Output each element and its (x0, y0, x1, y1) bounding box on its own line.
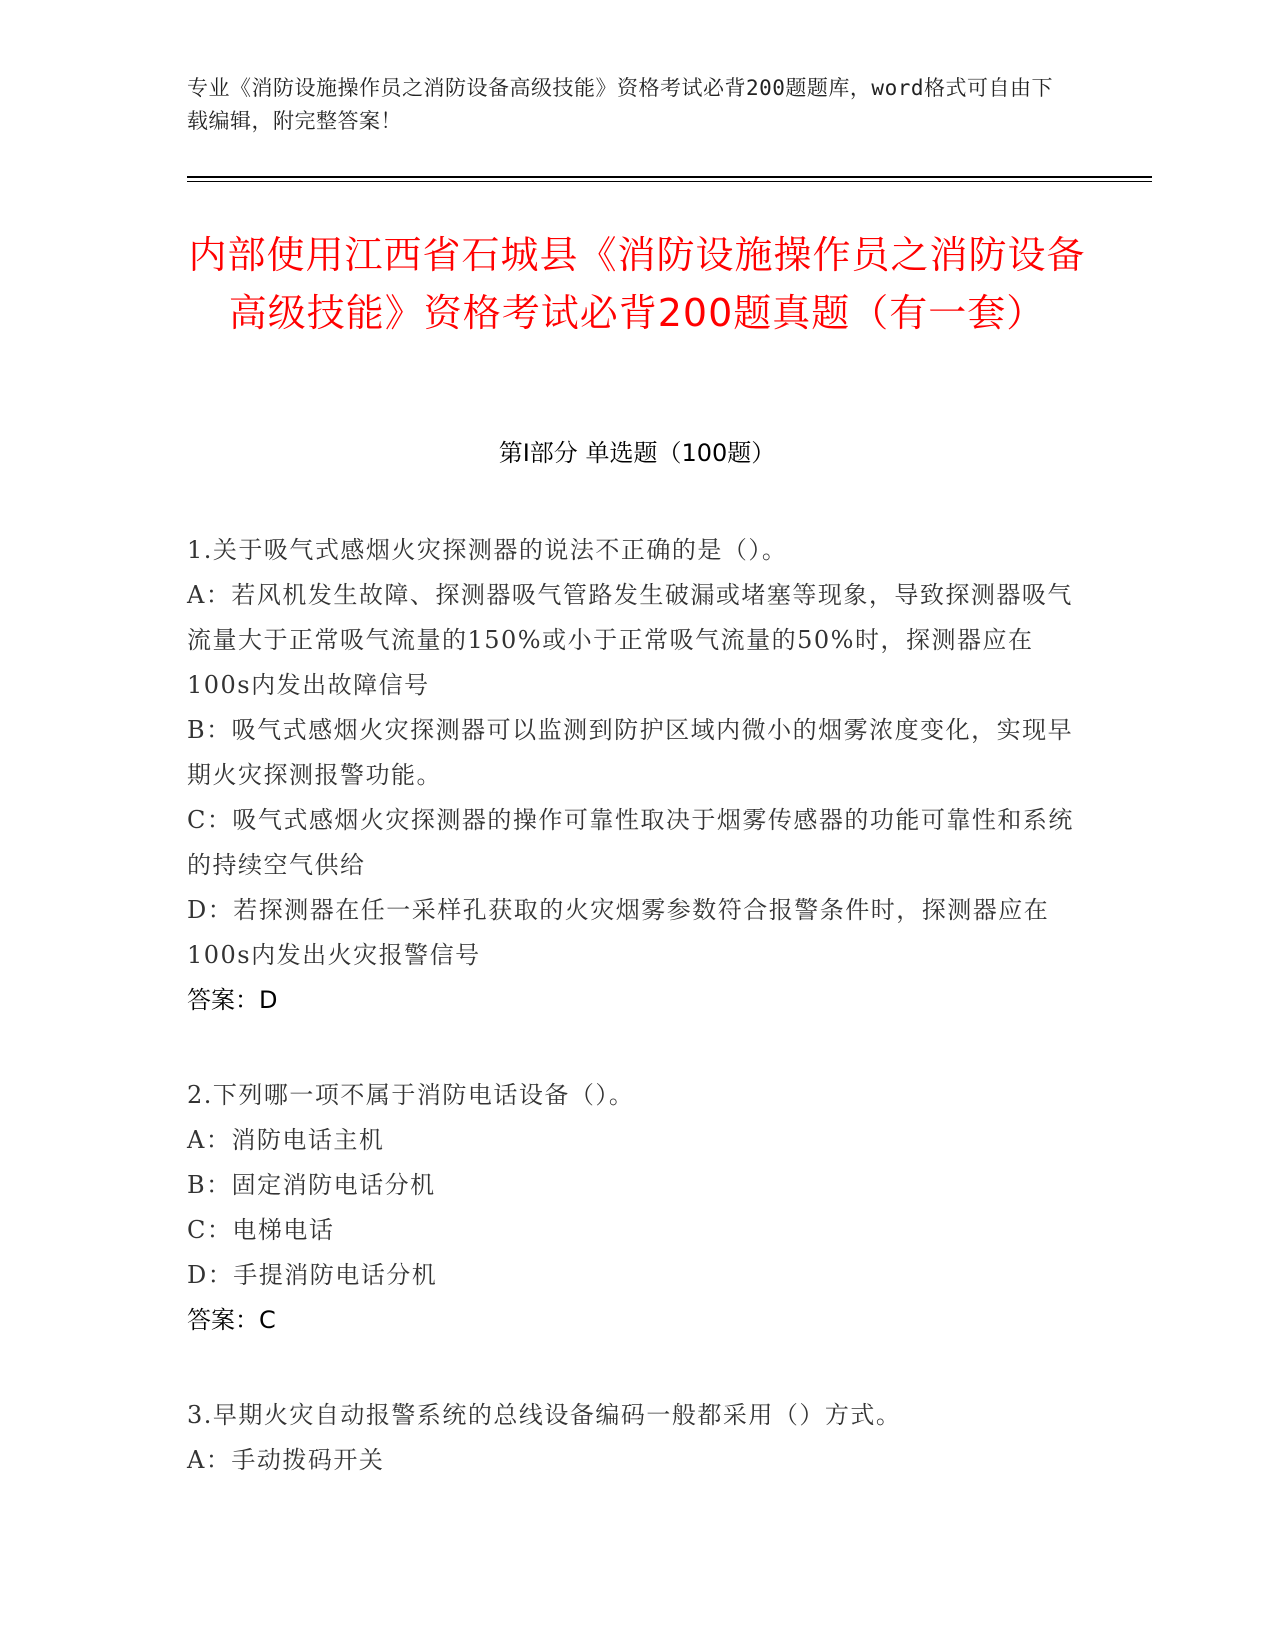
option-d: D：手提消防电话分机 (187, 1261, 438, 1289)
option-d: D：若探测器在任一采样孔获取的火灾烟雾参数符合报警条件时，探测器应在100s内发出火灾报警信号 (187, 896, 1050, 969)
option-b: B：固定消防电话分机 (187, 1171, 436, 1199)
answer: 答案：D (187, 986, 278, 1014)
header-note: 专业《消防设施操作员之消防设备高级技能》资格考试必背200题题库，word格式可自由下载编辑，附完整答案！ (187, 76, 1053, 133)
question-stem: 2.下列哪一项不属于消防电话设备（）。 (187, 1081, 635, 1109)
option-a: A：若风机发生故障、探测器吸气管路发生破漏或堵塞等现象，导致探测器吸气流量大于正常吸气流量的150%或小于正常吸气流量的50%时，探测器应在100s内发出故障信号 (187, 581, 1073, 699)
document-title: 内部使用江西省石城县《消防设施操作员之消防设备高级技能》资格考试必背200题真题（有一套） (188, 233, 1086, 335)
answer: 答案：C (187, 1306, 276, 1334)
question-stem: 3.早期火灾自动报警系统的总线设备编码一般都采用（）方式。 (187, 1401, 902, 1429)
option-c: C：电梯电话 (187, 1216, 335, 1244)
section-heading: 第Ⅰ部分 单选题（100题） (498, 439, 776, 467)
question-1 (187, 528, 1087, 1023)
header-divider-thick (187, 176, 1152, 178)
option-a: A：消防电话主机 (187, 1126, 385, 1154)
option-c: C：吸气式感烟火灾探测器的操作可靠性取决于烟雾传感器的功能可靠性和系统的持续空气供给 (187, 806, 1074, 879)
option-b: B：吸气式感烟火灾探测器可以监测到防护区域内微小的烟雾浓度变化，实现早期火灾探测报警功能。 (187, 716, 1074, 789)
question-2 (187, 1073, 1087, 1343)
option-a: A：手动拨码开关 (187, 1446, 385, 1474)
question-3 (187, 1393, 1087, 1483)
question-list (187, 528, 1087, 1533)
header-divider-thin (187, 181, 1152, 182)
question-stem: 1.关于吸气式感烟火灾探测器的说法不正确的是（）。 (187, 536, 788, 564)
